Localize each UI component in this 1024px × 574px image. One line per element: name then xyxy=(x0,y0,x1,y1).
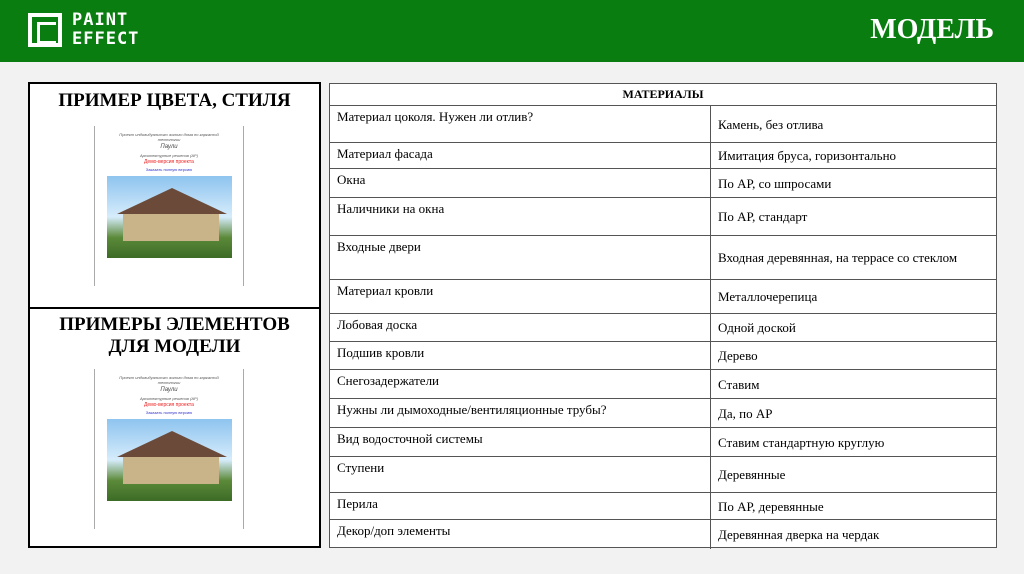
material-label: Окна xyxy=(330,169,711,197)
table-row xyxy=(330,169,996,198)
logo-line2: EFFECT xyxy=(72,29,140,49)
logo-icon xyxy=(28,13,62,47)
material-label: Декор/доп элементы xyxy=(330,520,711,549)
color-style-section xyxy=(30,90,319,112)
table-row xyxy=(330,236,996,280)
material-label: Материал цоколя. Нужен ли отлив? xyxy=(330,106,711,142)
material-label: Входные двери xyxy=(330,236,711,279)
project-preview-image xyxy=(94,369,244,529)
materials-table xyxy=(329,83,997,548)
section-title-color-style: ПРИМЕР ЦВЕТА, СТИЛЯ xyxy=(58,90,291,111)
elements-section xyxy=(30,314,319,358)
material-value: По АР, со шпросами xyxy=(718,175,832,191)
material-value: Имитация бруса, горизонтально xyxy=(718,148,897,163)
material-label: Снегозадержатели xyxy=(330,370,711,398)
material-value: Металлочерепица xyxy=(718,289,818,304)
table-header: МАТЕРИАЛЫ xyxy=(330,84,996,106)
table-row xyxy=(330,280,996,314)
table-row xyxy=(330,428,996,457)
house-image xyxy=(107,176,232,258)
table-row xyxy=(330,370,996,399)
table-row xyxy=(330,399,996,428)
table-row xyxy=(330,493,996,520)
material-value: Входная деревянная, на террасе со стеклом xyxy=(718,250,958,265)
material-value: Да, по АР xyxy=(718,405,773,421)
material-label: Материал кровли xyxy=(330,280,711,313)
table-row xyxy=(330,106,996,143)
table-row xyxy=(330,143,996,169)
material-value: Одной доской xyxy=(718,320,796,335)
thumb-order: Заказать полную версию xyxy=(145,167,193,172)
table-row xyxy=(330,314,996,342)
table-row xyxy=(330,198,996,236)
material-value: Ставим стандартную круглую xyxy=(718,434,885,450)
material-value: По АР, стандарт xyxy=(718,209,808,224)
material-value: Камень, без отлива xyxy=(718,116,824,132)
material-value: Ставим xyxy=(718,376,760,392)
project-preview-image xyxy=(94,126,244,286)
thumb-demo: Демо-версия проекта xyxy=(144,402,194,408)
thumb-line3: Архитектурные решения (АР) xyxy=(139,396,199,401)
divider xyxy=(30,307,319,309)
house-image xyxy=(107,419,232,501)
material-label: Ступени xyxy=(330,457,711,492)
material-value: Дерево xyxy=(718,348,758,363)
material-label: Материал фасада xyxy=(330,143,711,168)
table-row xyxy=(330,520,996,549)
thumb-line3: Архитектурные решения (АР) xyxy=(139,153,199,158)
table-row xyxy=(330,457,996,493)
material-label: Наличники на окна xyxy=(330,198,711,235)
logo-text xyxy=(72,11,139,49)
material-value: Деревянная дверка на чердак xyxy=(718,527,880,542)
table-row xyxy=(330,342,996,370)
thumb-name: Паули xyxy=(160,144,178,150)
header-bar xyxy=(0,0,1024,62)
material-label: Перила xyxy=(330,493,711,519)
thumb-order: Заказать полную версию xyxy=(145,410,193,415)
material-label: Нужны ли дымоходные/вентиляционные трубы? xyxy=(330,399,711,427)
thumb-name: Паули xyxy=(160,387,178,393)
material-label: Подшив кровли xyxy=(330,342,711,369)
section-title-elements: ПРИМЕРЫ ЭЛЕМЕНТОВ ДЛЯ МОДЕЛИ xyxy=(59,314,290,357)
material-value: Деревянные xyxy=(718,467,786,482)
material-value: По АР, деревянные xyxy=(718,498,824,514)
material-label: Вид водосточной системы xyxy=(330,428,711,456)
material-label: Лобовая доска xyxy=(330,314,711,341)
thumb-line1: Проект индивидуального жилого дома по каркасной технологии xyxy=(119,375,219,385)
page-title: МОДЕЛЬ xyxy=(870,14,994,45)
thumb-line1: Проект индивидуального жилого дома по каркасной технологии xyxy=(119,132,219,142)
examples-panel xyxy=(28,82,321,548)
thumb-demo: Демо-версия проекта xyxy=(144,159,194,165)
logo-line1: PAINT xyxy=(72,10,129,30)
